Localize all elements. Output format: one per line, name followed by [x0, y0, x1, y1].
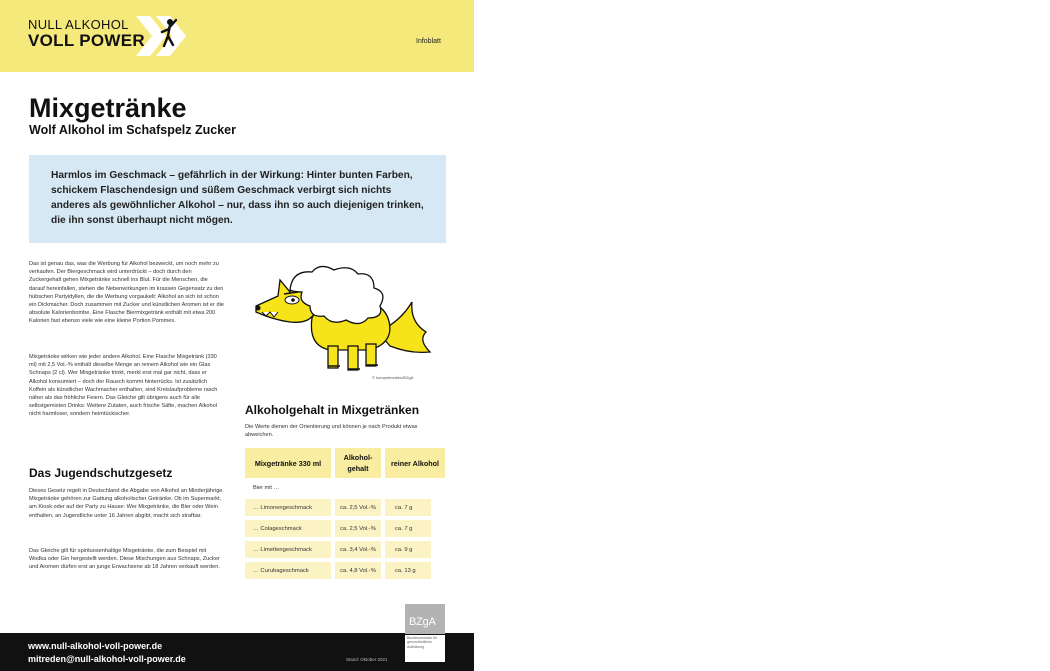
illustration-credit: © kompetmedien/BZgA: [372, 375, 414, 380]
table-row-name: … Curubageschmack: [245, 562, 331, 579]
table-row-content: ca. 2,5 Vol.-%: [335, 499, 381, 516]
table-row-name: … Limonengeschmack: [245, 499, 331, 516]
brand-line-1: NULL ALKOHOL: [28, 17, 129, 32]
table-row-content: ca. 2,5 Vol.-%: [335, 520, 381, 537]
table-row-pure: ca. 13 g: [385, 562, 431, 579]
table-header-pure-alcohol: reiner Alkohol: [385, 448, 445, 478]
footer-email-link[interactable]: mitreden@null-alkohol-voll-power.de: [28, 654, 186, 664]
page-title: Mixgetränke: [29, 93, 187, 123]
wolf-in-sheep-clothing-icon: [250, 262, 440, 374]
table-header-alcohol-content: Alkohol-gehalt: [335, 448, 381, 478]
body-paragraph-2: Mixgetränke wirken wie jeder andere Alkohol. Eine Flasche Mixgetränk (330 ml) mit 2,5 Vol.-% enthält dieselbe Menge an reinem Alkohol wie ein Glas Schnaps (2 cl). Wer Mixgetränke trinkt, merkt erst mal gar nicht, dass er Alkohol konsumiert – doch der Rausch kommt hinterrücks. Ist zusätzlich Koffein als künstlicher Wachmacher enthalten, sind Kreislaufprobleme rasch näher als das fröhliche Feiern. Das Gleiche gilt übrigens auch für alle selbstgemixten Drinks: Weitere Zutaten, auch frische Säfte, machen Alkohol nicht harmloser, sondern heimtückischer.: [29, 354, 218, 418]
doc-type-label: Infoblatt: [416, 38, 441, 45]
table-row-content: ca. 4,8 Vol.-%: [335, 562, 381, 579]
table-row-pure: ca. 7 g: [385, 520, 431, 537]
table-row-content: ca. 3,4 Vol.-%: [335, 541, 381, 558]
brand-chevron-logo-icon: [136, 16, 198, 56]
section-heading-jugendschutz: Das Jugendschutzgesetz: [29, 466, 173, 480]
section-paragraph-1: Dieses Gesetz regelt in Deutschland die Abgabe von Alkohol an Minderjährige. Mixgetränke gehören zur Gattung alkoholischer Getränke. Ob im Supermarkt, am Kiosk oder auf der Party zu Hause: Wer Mixgetränke, die Bier oder Wein enthalten, an Jugendliche unter 16 Jahren abgibt, macht sich strafbar.: [29, 488, 224, 519]
table-note: Die Werte dienen der Orientierung und können je nach Produkt etwas abweichen.: [245, 424, 418, 438]
table-row-name: … Limettengeschmack: [245, 541, 331, 558]
footer-date: Stand: Oktober 2021: [346, 657, 388, 662]
body-paragraph-1: Das ist genau das, was die Werbung für Alkohol bezweckt, um noch mehr zu verkaufen. Der Biergeschmack wird unterdrückt – doch durch den Zuckergehalt gehen Mixgetränke schnell ins Blut. Für die Menschen, die darauf hereinfallen, stehen die Nebenwirkungen im krassen Gegensatz zu den hübschen Partyidyllen, die die Werbung vorgaukelt: Alkohol an sich ist schon ein Dickmacher. Doch zusammen mit Zucker und künstlichen Aromen ist er die absolute Kalorienbombe. Eine Flasche Biermixgetränk enthält mit etwa 200 Kalorien fast ebenso viele wie eine kleine Portion Pommes.: [29, 261, 224, 325]
table-heading: Alkoholgehalt in Mixgetränken: [245, 403, 420, 417]
page-subtitle: Wolf Alkohol im Schafspelz Zucker: [29, 123, 236, 137]
infoblatt-page: [0, 0, 474, 671]
table-row-name: … Colageschmack: [245, 520, 331, 537]
header-banner: [0, 0, 474, 72]
table-row-pure: ca. 9 g: [385, 541, 431, 558]
table-intro-row: Bier mit …: [253, 485, 280, 491]
lead-text: Harmlos im Geschmack – gefährlich in der Wirkung: Hinter bunten Farben, schickem Flaschendesign und süßem Geschmack verbirgt sich nichts anderes als gewöhnlicher Alkohol – nur, dass ihn so auch diejenigen trinken, die ihn sonst überhaupt nicht mögen.: [51, 170, 424, 226]
bzga-logo: [405, 604, 445, 662]
bzga-logo-text: BZgA: [409, 616, 436, 628]
table-row-pure: ca. 7 g: [385, 499, 431, 516]
brand-line-2: VOLL POWER: [28, 31, 145, 50]
footer-bar: [0, 633, 474, 671]
bzga-logo-subtext: Bundeszentrale für gesundheitliche Aufklärung: [405, 635, 445, 662]
bzga-logo-box: [405, 604, 445, 634]
table-header-drink: Mixgetränke 330 ml: [245, 448, 331, 478]
section-paragraph-2: Das Gleiche gilt für spirituosenhaltige Mixgetränke, die zum Beispiel mit Wodka oder Gin hergestellt werden. Diese Mischungen aus Schnaps, Zucker und Aromen dürfen erst an junge Erwachsene ab 18 Jahren verkauft werden.: [29, 548, 220, 571]
footer-website-link[interactable]: www.null-alkohol-voll-power.de: [28, 641, 163, 651]
lead-box: [29, 155, 446, 243]
